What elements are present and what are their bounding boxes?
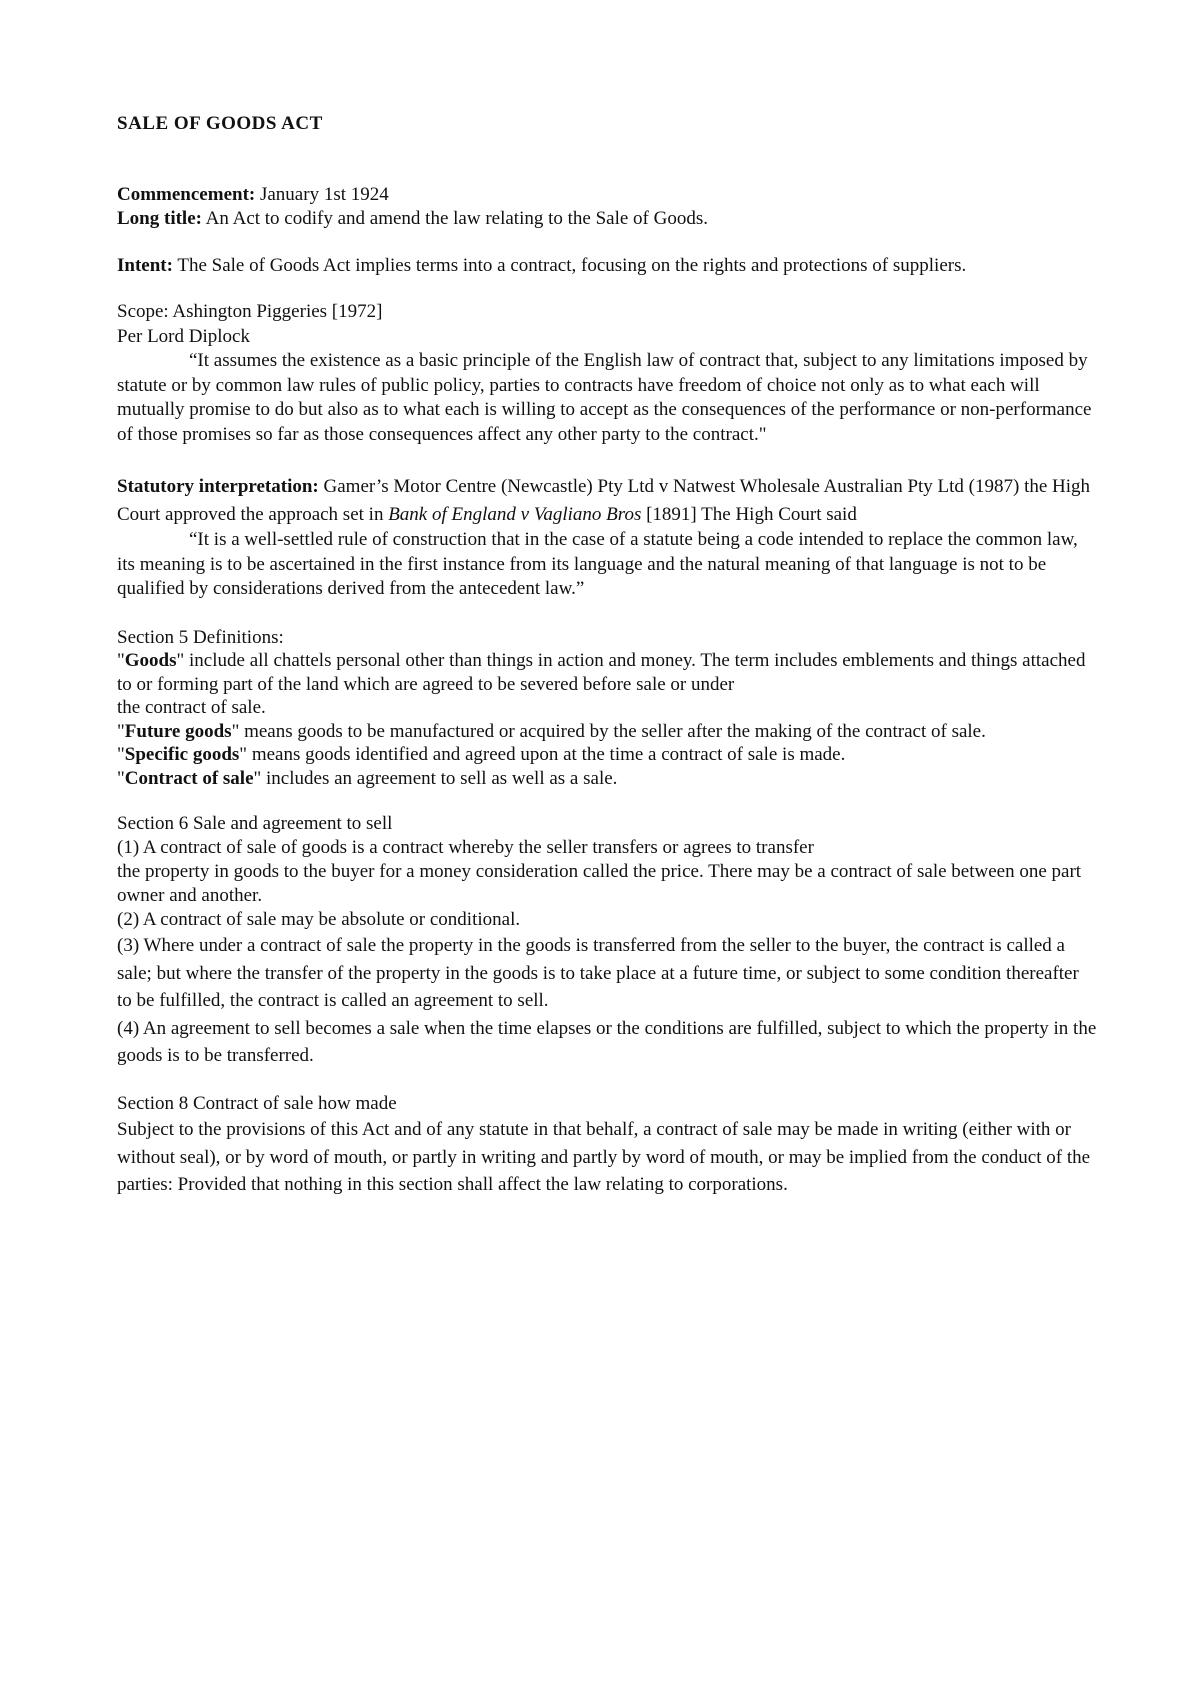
- section8-block: [117, 1092, 1097, 1199]
- term-contract-of-sale: Contract of sale: [124, 767, 254, 789]
- definition-future-goods: [117, 720, 1097, 744]
- statutory-text-a: Gamer’s Motor Centre (Newcastle) Pty Ltd v Natwest Wholesale Australian Pty Ltd (1987) the High Court approved the approach set in: [117, 476, 1091, 525]
- section5-heading: Section 5 Definitions:: [117, 626, 284, 648]
- statutory-case-italic: Bank of England v Vagliano Bros: [388, 503, 642, 525]
- document-title: SALE OF GOODS ACT: [117, 113, 323, 134]
- quote-mark: ": [117, 650, 125, 671]
- scope-case: Scope: Ashington Piggeries [1972]: [117, 301, 383, 322]
- scope-judge: Per Lord Diplock: [117, 325, 250, 347]
- long-title-value: An Act to codify and amend the law relating to the Sale of Goods.: [201, 208, 708, 229]
- quote-mark: ": [117, 720, 125, 742]
- statutory-quote: “It is a well-settled rule of construction that in the case of a statute being a code intended to replace the common law, its meaning is to be ascertained in the first instance from its language and the natural meaning of that language is not to be qualified by considerations derived from the antecedent law.”: [117, 529, 1078, 599]
- def-goods: include all chattels personal other than things in action and money. The term includes emblements and things attached to or forming part of the land which are agreed to be severed before sale or under: [117, 650, 1086, 695]
- section6-para1b: the property in goods to the buyer for a money consideration called the price. There may be a contract of sale between one part owner and another.: [117, 861, 1082, 906]
- term-specific-goods: Specific goods: [124, 744, 240, 765]
- quote-mark: ": [253, 767, 262, 789]
- def-contract-of-sale: includes an agreement to sell as well as a sale.: [261, 767, 618, 789]
- long-title-label: Long title:: [117, 208, 202, 229]
- commencement-line: [117, 183, 1097, 208]
- commencement-label: Commencement:: [117, 183, 256, 205]
- section6-para2: (2) A contract of sale may be absolute or conditional.: [117, 909, 521, 930]
- definition-specific-goods: [117, 743, 1097, 767]
- section8-heading: Section 8 Contract of sale how made: [117, 1092, 397, 1114]
- quote-mark: ": [176, 650, 185, 671]
- definition-goods-cont: the contract of sale.: [117, 697, 266, 718]
- statutory-paragraph: [117, 473, 1097, 528]
- def-future-goods: means goods to be manufactured or acquired by the seller after the making of the contract of sale.: [239, 720, 986, 742]
- intent-block: [117, 254, 1097, 279]
- quote-mark: ": [231, 720, 240, 742]
- statutory-label: Statutory interpretation:: [117, 476, 319, 497]
- section6-block: [117, 812, 1097, 1070]
- scope-quote: “It assumes the existence as a basic principle of the English law of contract that, subject to any limitations imposed by statute or by common law rules of public policy, parties to contracts have freedom of choice not only as to what each will mutually promise to do but also as to what each is willing to accept as the consequences of the performance or non-performance of those promises so far as those consequences affect any other party to the contract.": [117, 350, 1092, 445]
- commencement-block: [117, 183, 1097, 232]
- commencement-value: January 1st 1924: [255, 183, 389, 205]
- quote-mark: ": [117, 767, 125, 789]
- term-future-goods: Future goods: [124, 720, 232, 742]
- section6-para3: (3) Where under a contract of sale the property in the goods is transferred from the seller to the buyer, the contract is called a sale; but where the transfer of the property in the goods is to take place at a future time, or subject to some condition thereafter to be fulfilled, the contract is called an agreement to sell.: [117, 935, 1079, 1011]
- section5-block: [117, 626, 1097, 791]
- intent-label: Intent:: [117, 254, 173, 276]
- definition-goods: [117, 649, 1097, 696]
- document-page: [117, 112, 1097, 1221]
- long-title-line: [117, 207, 1097, 232]
- statutory-block: [117, 473, 1097, 602]
- section8-body: Subject to the provisions of this Act and of any statute in that behalf, a contract of sale may be made in writing (either with or without seal), or by word of mouth, or partly in writing and partly by word of mouth, or may be implied from the conduct of the parties: Provided that nothing in this section shall affect the law relating to corporations.: [117, 1119, 1091, 1195]
- scope-block: [117, 300, 1097, 447]
- term-goods: Goods: [124, 650, 177, 671]
- intent-value: The Sale of Goods Act implies terms into a contract, focusing on the rights and protections of suppliers.: [172, 254, 967, 276]
- quote-mark: ": [117, 744, 125, 765]
- section6-para1a: (1) A contract of sale of goods is a contract whereby the seller transfers or agrees to transfer: [117, 837, 814, 858]
- def-specific-goods: means goods identified and agreed upon at the time a contract of sale is made.: [247, 744, 846, 765]
- quote-mark: ": [239, 744, 248, 765]
- statutory-text-b: [1891] The High Court said: [641, 503, 857, 525]
- section6-heading: Section 6 Sale and agreement to sell: [117, 813, 393, 834]
- section6-para4: (4) An agreement to sell becomes a sale when the time elapses or the conditions are fulfilled, subject to which the property in the goods is to be transferred.: [117, 1017, 1097, 1066]
- definition-contract-of-sale: [117, 767, 1097, 791]
